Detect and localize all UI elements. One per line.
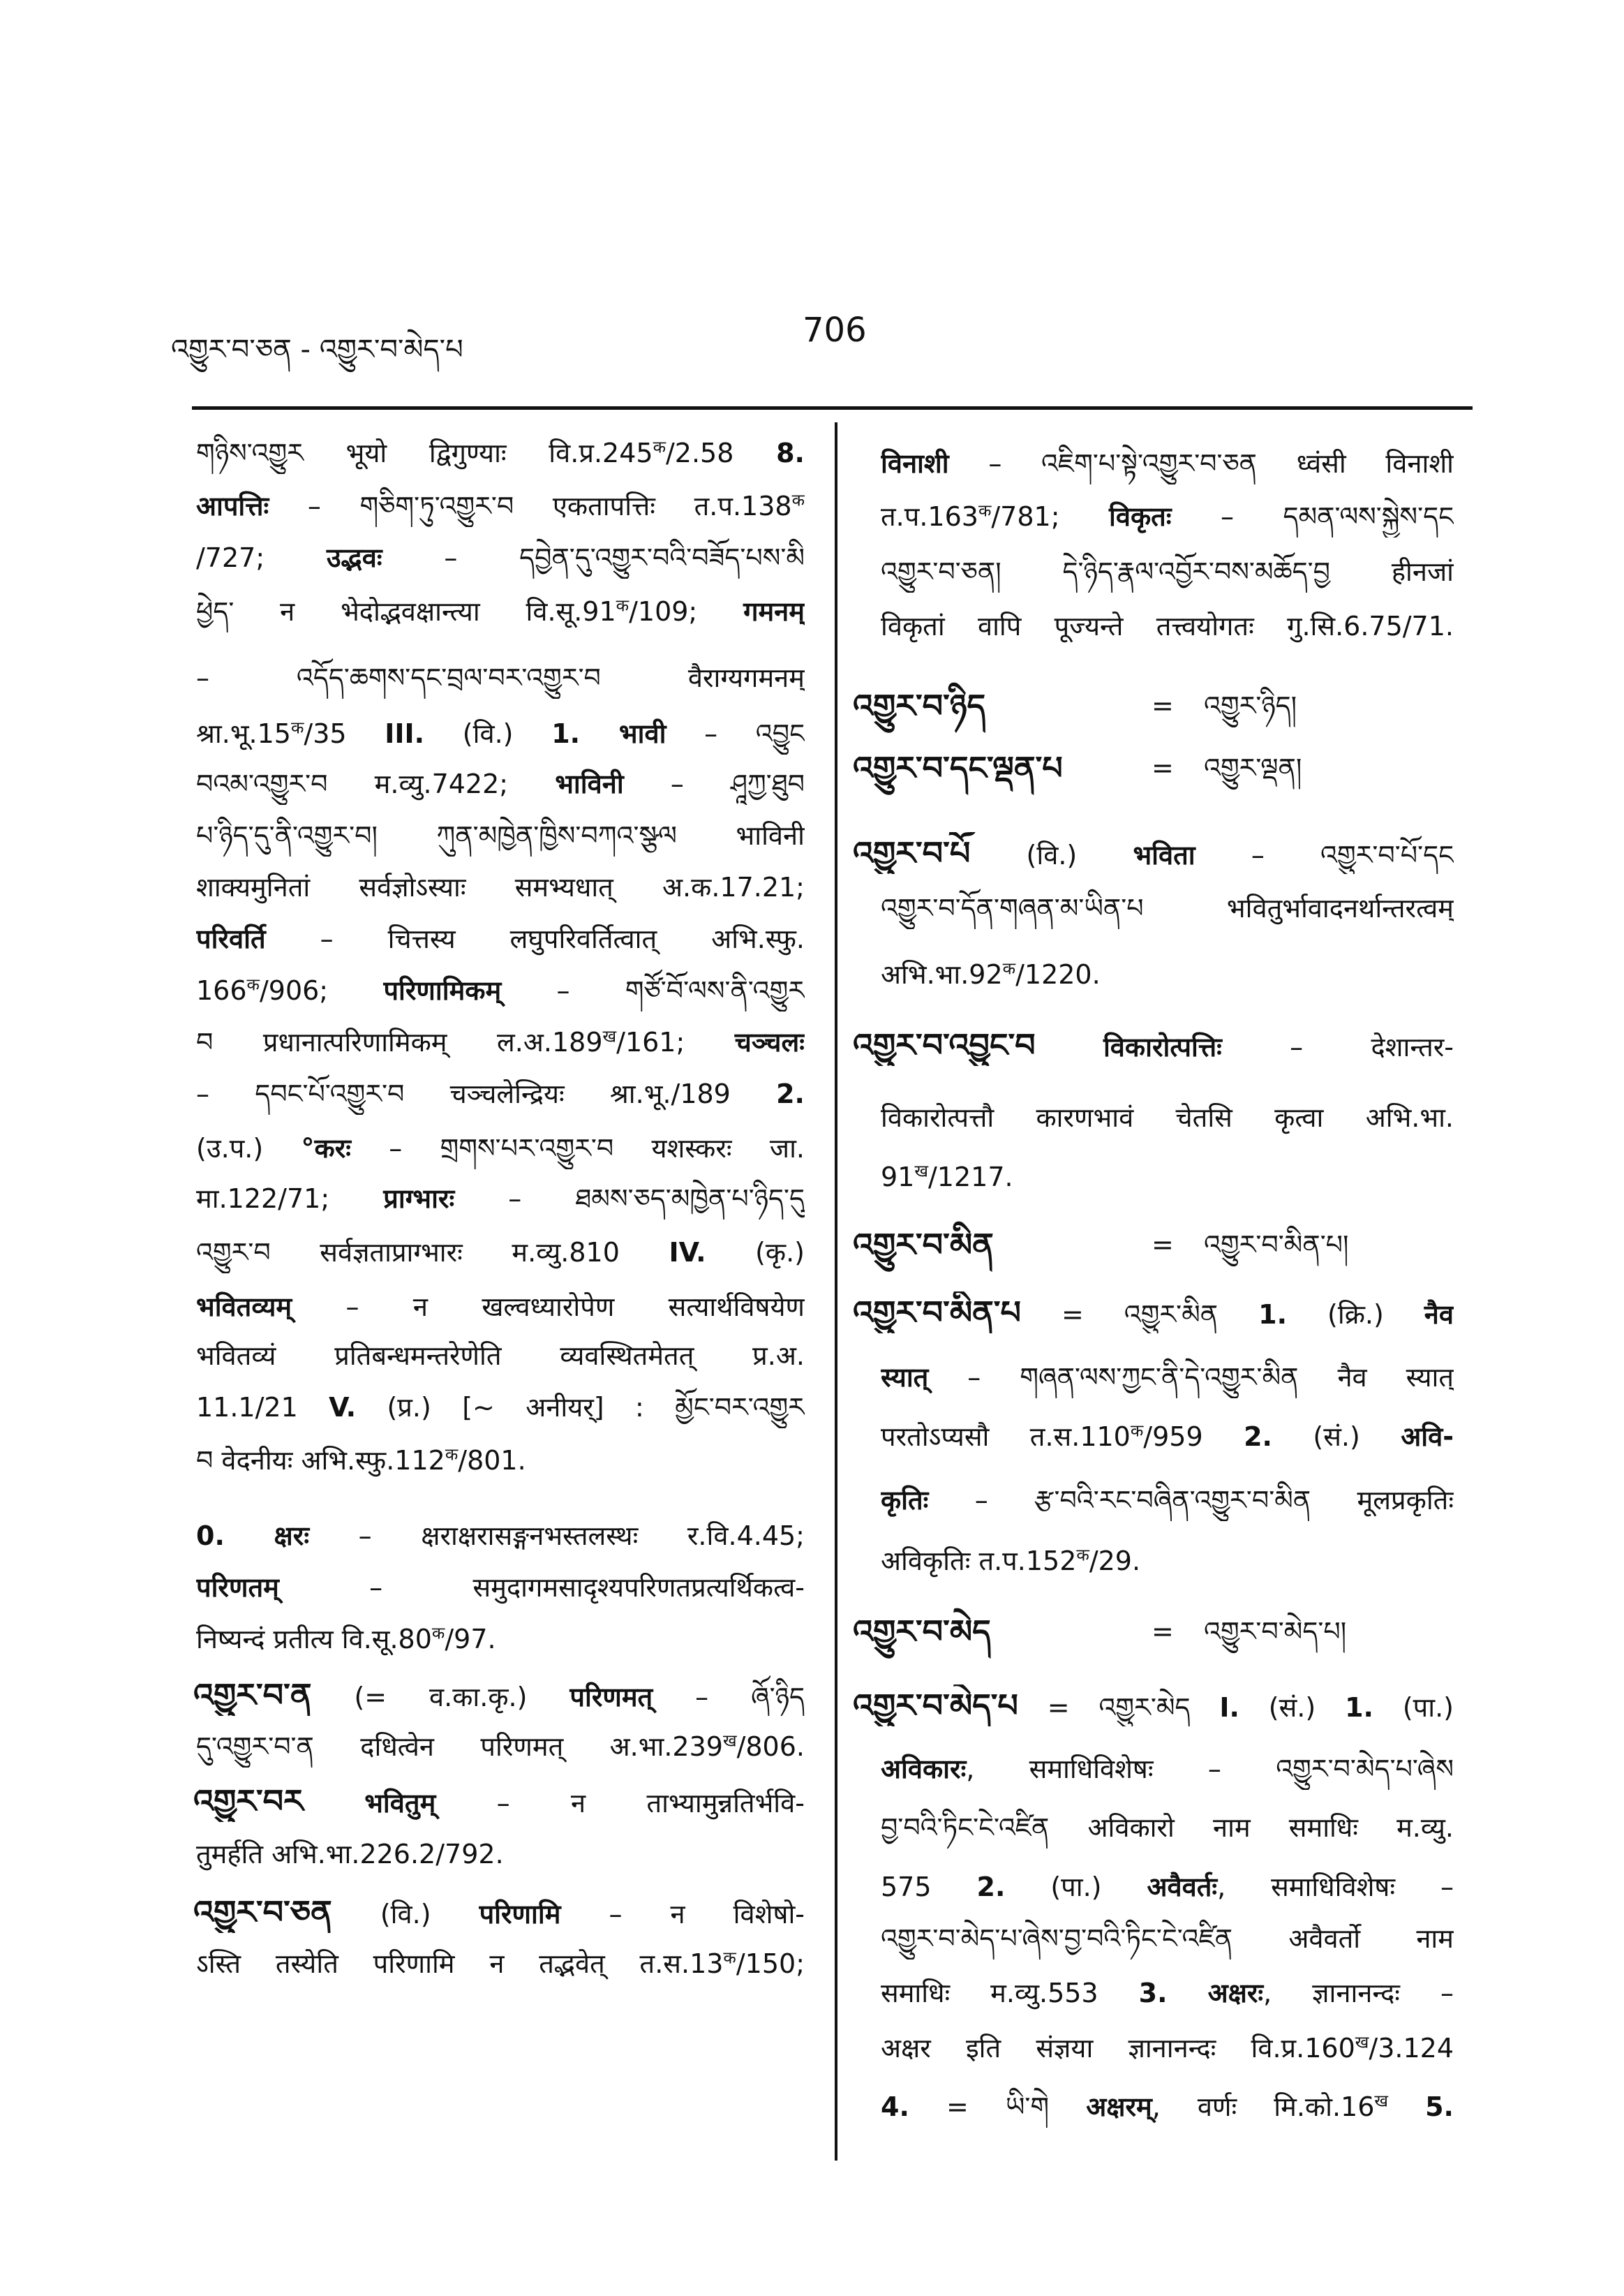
term: विकृतः xyxy=(1109,501,1172,532)
text: निष्यन्दं प्रतीत्य वि.सू.80 xyxy=(196,1624,432,1654)
text: अभि.भा.92 xyxy=(881,959,1003,990)
text: शाक्यमुनितां सर्वज्ञोऽस्याः समभ्यधात् अ.क.17.21; xyxy=(196,872,805,903)
folio-side: क xyxy=(791,490,805,510)
cross-reference: འགྱུར་བ་མེད་པ། xyxy=(1204,1616,1347,1647)
text-line xyxy=(881,1097,1454,1139)
text: (पा.) xyxy=(1005,1872,1147,1902)
term: उद्भवः xyxy=(326,542,382,573)
text: – न खल्वध्यारोपेण सत्यार्थविषयेण xyxy=(292,1291,805,1322)
text-line xyxy=(881,1972,1454,2014)
text: = འགྱུར་མིན xyxy=(1020,1299,1259,1330)
term: परिणामिकम् xyxy=(383,975,502,1006)
text: = ཡི་གེ xyxy=(909,2091,1087,2122)
text-line xyxy=(196,866,805,908)
text: (वि.) xyxy=(970,840,1133,871)
headword: འགྱུར་བ་ཅན xyxy=(193,1893,332,1931)
folio-side: क xyxy=(290,718,304,738)
entry-headword-line xyxy=(853,747,1454,789)
text: ཕྱེད་ न भेदोद्भवक्षान्त्या वि.सू.91 xyxy=(196,596,616,627)
text: དུ་འགྱུར་བ་ན दधित्वेन परिणमत् अ.भा.239 xyxy=(196,1731,723,1762)
entry-headword-line xyxy=(853,1224,1454,1266)
text: भवितव्यं प्रतिबन्धमन्तरेणेति व्यवस्थितमेतत् प्र.अ. xyxy=(196,1340,805,1371)
headword: འགྱུར་བ་པོ xyxy=(853,834,971,872)
text: /35 xyxy=(304,718,385,749)
text: मा.122/71; xyxy=(196,1183,384,1214)
text-line xyxy=(196,970,805,1012)
text: तुमर्हति अभि.भा.226.2/792. xyxy=(196,1839,504,1869)
text: – ཤཱཀྱ་ཐུབ xyxy=(623,769,805,799)
text-line xyxy=(196,1618,805,1660)
text xyxy=(225,1520,274,1551)
text-line xyxy=(196,537,805,579)
text: (उ.प.) xyxy=(196,1133,301,1164)
entry-headword-line xyxy=(193,1891,805,1933)
text: समाधिः म.व्यु.553 xyxy=(881,1978,1139,2008)
text: བྱ་བའི་ཏིང་ངེ་འཛིན अविकारो नाम समाधिः म.व्यु. xyxy=(881,1812,1454,1843)
text-line xyxy=(881,2027,1454,2069)
text: – न विशेषो- xyxy=(560,1899,805,1930)
text: (पा.) xyxy=(1373,1692,1454,1723)
text: – དབང་པོ་འགྱུར་བ चञ्चलेन्द्रियः श्रा.भू./189 xyxy=(196,1079,777,1109)
text: – ཞོ་ཉིད xyxy=(653,1682,805,1712)
text-line xyxy=(881,1918,1454,1960)
text: པ་ཉིད་དུ་ནི་འགྱུར་བ། ཀུན་མཁྱེན་ཁྱིས་བཀའ་སྩལ भाविनी xyxy=(196,820,805,851)
text: /959 xyxy=(1143,1421,1244,1452)
cross-reference: འགྱུར་ཉིད། xyxy=(1204,690,1297,721)
text: – समुदागमसादृश्यपरिणतप्रत्यर्थिकत्व- xyxy=(278,1572,805,1603)
folio-side: क xyxy=(616,595,630,616)
folio-side: क xyxy=(431,1623,445,1643)
text: , समाधिविशेषः – འགྱུར་བ་མེད་པ་ཞེས xyxy=(966,1754,1454,1784)
text: = འགྱུར་མེད xyxy=(1018,1692,1220,1723)
term: आपत्तिः xyxy=(196,491,269,521)
text-line xyxy=(196,1439,805,1481)
term: IV. xyxy=(669,1237,706,1268)
cross-reference: འགྱུར་བ་མིན་པ། xyxy=(1204,1229,1349,1260)
text: – གཙོ་བོ་ལས་ནི་འགྱུར xyxy=(501,975,805,1006)
term: अक्षरम् xyxy=(1086,2091,1152,2122)
text: འགྱུར་བ सर्वज्ञताप्राग्भारः म.व्यु.810 xyxy=(196,1237,669,1268)
text: , समाधिविशेषः – xyxy=(1217,1872,1454,1902)
term: 2. xyxy=(1244,1421,1272,1452)
text-line xyxy=(196,815,805,857)
text: – क्षराक्षरासङ्गनभस्तलस्थः र.वि.4.45; xyxy=(309,1520,805,1551)
text: /3.124 xyxy=(1369,2033,1454,2064)
term: क्षरः xyxy=(274,1520,309,1551)
text: विकारोत्पत्तौ कारणभावं चेतसि कृत्वा अभि.भा. xyxy=(881,1102,1454,1133)
entry-headword-line xyxy=(193,1780,805,1822)
term: 1. भावी xyxy=(551,718,666,749)
folio-side: ख xyxy=(914,1161,928,1181)
term: 1. xyxy=(1345,1692,1373,1723)
page-number: 706 xyxy=(803,311,867,350)
headword: འགྱུར་བ་མེད་པ xyxy=(853,1687,1018,1724)
folio-side: क xyxy=(723,1948,736,1968)
running-title: འགྱུར་བ་ཅན - འགྱུར་བ་མེད་པ xyxy=(171,334,463,366)
text: – ཐམས་ཅད་མཁྱེན་པ་ཉིད་དུ xyxy=(454,1183,805,1214)
text: (वि.) xyxy=(331,1899,479,1930)
term: विनाशी xyxy=(881,448,949,479)
text: /801. xyxy=(458,1445,526,1476)
text: – न ताभ्यामुन्नतिर्भवि- xyxy=(435,1788,805,1819)
text: /806. xyxy=(736,1731,805,1762)
term: 2. xyxy=(976,1872,1006,1902)
text: अविकृतिः त.प.152 xyxy=(881,1546,1077,1576)
folio-side: ख xyxy=(1374,2091,1389,2111)
text-line xyxy=(881,1356,1454,1398)
cross-reference: འགྱུར་ལྡན། xyxy=(1204,753,1302,783)
term: परिणतम् xyxy=(196,1572,279,1603)
text: – དབྱེན་དུ་འགྱུར་བའི་བཟོད་པས་མི xyxy=(382,542,805,573)
text-line xyxy=(196,432,805,474)
folio-side: क xyxy=(1130,1421,1144,1441)
folio-side: क xyxy=(653,437,666,457)
text xyxy=(1168,1978,1208,2008)
entry-headword-line xyxy=(853,832,1454,874)
text-line xyxy=(196,763,805,805)
text: , ज्ञानानन्दः – xyxy=(1263,1978,1454,2008)
term: I. xyxy=(1219,1692,1239,1723)
text-line xyxy=(881,887,1454,929)
term: प्राग्भारः xyxy=(383,1183,455,1214)
text: – चित्तस्य लघुपरिवर्तित्वात् अभि.स्फु. xyxy=(265,924,805,954)
folio-side: क xyxy=(445,1444,459,1465)
term: 8. xyxy=(776,438,805,468)
text: ऽस्ति तस्येति परिणामि न तद्भवेत् त.स.13 xyxy=(196,1948,724,1979)
text: བ प्रधानात्परिणामिकम् ल.अ.189 xyxy=(196,1027,603,1058)
text: 91 xyxy=(881,1162,915,1192)
text: 166 xyxy=(196,975,247,1006)
term: III. xyxy=(385,718,425,749)
term: 0. xyxy=(196,1520,225,1551)
text: འགྱུར་བ་ཅན། དེ་ཉིད་རྣལ་འབྱོར་བས་མཆོད་བྱ हीनजां xyxy=(881,556,1454,587)
folio-side: ख xyxy=(722,1731,737,1751)
text: /161; xyxy=(616,1027,735,1058)
entry-headword-line xyxy=(193,1674,805,1716)
text: /2.58 xyxy=(666,438,777,468)
text-line xyxy=(196,1231,805,1273)
entry-headword-line xyxy=(853,1684,1454,1726)
text: भूयो द्विगुण्याः वि.प्र.245 xyxy=(345,438,653,468)
term: भवितुम् xyxy=(364,1788,436,1819)
text-line xyxy=(196,1335,805,1377)
text: विकृतां वापि पूज्यन्ते तत्त्वयोगतः गु.सि.6.75/71. xyxy=(881,611,1454,642)
term: गमनम् xyxy=(743,596,805,627)
term: भविता xyxy=(1133,840,1195,871)
entry-headword-line xyxy=(853,1291,1454,1333)
text: त.प.163 xyxy=(881,501,978,532)
text: – འདོད་ཆགས་དང་བྲལ་བར་འགྱུར་བ वैराग्यगमनम् xyxy=(196,662,805,693)
term: V. xyxy=(329,1392,357,1423)
term: नैव xyxy=(1424,1299,1454,1330)
text xyxy=(1388,2091,1425,2122)
text: – འཇིག་པ་སྟེ་འགྱུར་བ་ཅན ध्वंसी विनाशी xyxy=(948,448,1454,479)
headword: འགྱུར་བར xyxy=(193,1782,304,1820)
term: °करः xyxy=(301,1133,351,1164)
entry-headword-line xyxy=(853,1024,1454,1066)
term: परिवर्ति xyxy=(196,924,266,954)
term: विकारोत्पत्तिः xyxy=(1103,1032,1222,1062)
text-line xyxy=(196,1073,805,1115)
text-line xyxy=(196,1726,805,1768)
term: 5. xyxy=(1425,2091,1454,2122)
folio-side: क xyxy=(246,975,260,995)
text: परतोऽप्यसौ त.स.110 xyxy=(881,1421,1131,1452)
text-line xyxy=(196,918,805,960)
text: – དམན་ལས་སྐྱེས་དང xyxy=(1171,501,1454,532)
text-line xyxy=(196,657,805,699)
headword: འགྱུར་བ་མིན་པ xyxy=(853,1294,1021,1331)
text: (कृ.) xyxy=(706,1237,805,1268)
text-line xyxy=(196,713,805,755)
headword: འགྱུར་བ་ཉིད xyxy=(853,687,986,725)
text: /727; xyxy=(196,542,327,573)
text: /150; xyxy=(736,1948,805,1979)
text-line xyxy=(881,1748,1454,1790)
folio-side: क xyxy=(1076,1545,1089,1565)
header-rule xyxy=(192,406,1473,410)
text: (सं.) xyxy=(1239,1692,1346,1723)
column-divider xyxy=(835,422,837,2161)
text: – འབྱུང xyxy=(666,718,805,749)
text: अक्षर इति संज्ञया ज्ञानानन्दः वि.प्र.160 xyxy=(881,2033,1355,2064)
text: , वर्णः मि.को.16 xyxy=(1152,2091,1375,2122)
term: अवैवर्तः xyxy=(1147,1872,1218,1902)
text-line xyxy=(881,1156,1454,1198)
text xyxy=(1036,1032,1103,1062)
text: /97. xyxy=(445,1624,496,1654)
text-line xyxy=(196,591,805,632)
text-line xyxy=(196,1178,805,1220)
text-line xyxy=(196,1021,805,1063)
folio-side: ख xyxy=(1355,2032,1369,2052)
term: 1. xyxy=(1258,1299,1288,1330)
term: 2. xyxy=(776,1079,805,1109)
equals-sign: = xyxy=(1152,690,1174,721)
text: – གཅིག་ཏུ་འགྱུར་བ एकतापत्तिः त.प.138 xyxy=(269,491,792,521)
term: 4. xyxy=(881,2091,909,2122)
text: /109; xyxy=(629,596,744,627)
folio-side: ख xyxy=(602,1026,617,1046)
term: भवितव्यम् xyxy=(196,1291,292,1322)
text-line xyxy=(196,485,805,527)
headword: འགྱུར་བ་འབྱུང་བ xyxy=(853,1026,1036,1064)
term: परिणामि xyxy=(479,1899,561,1930)
term: अक्षरः xyxy=(1207,1978,1264,2008)
text: གཉིས་འགྱུར xyxy=(196,438,346,468)
text: – གཞན་ལས་ཀྱང་ནི་དེ་འགྱུར་མིན नैव स्यात् xyxy=(928,1362,1454,1393)
term: 3. xyxy=(1138,1978,1168,2008)
term: अवि- xyxy=(1401,1421,1454,1452)
text: (सं.) xyxy=(1272,1421,1401,1452)
folio-side: क xyxy=(978,501,992,521)
text: /29. xyxy=(1089,1546,1141,1576)
text: – གྲགས་པར་འགྱུར་བ यशस्करः जा. xyxy=(350,1133,805,1164)
text-line xyxy=(881,1479,1454,1521)
text-line xyxy=(881,954,1454,995)
term: कृतिः xyxy=(881,1485,929,1516)
equals-sign: = xyxy=(1152,1616,1174,1647)
text-line xyxy=(881,605,1454,647)
text-line xyxy=(196,1567,805,1608)
equals-sign: = xyxy=(1152,753,1174,783)
entry-headword-line xyxy=(853,685,1454,727)
text-line xyxy=(881,1416,1454,1458)
text: – རྩ་བའི་རང་བཞིན་འགྱུར་བ་མིན मूलप्रकृतिः xyxy=(928,1485,1454,1516)
folio-side: क xyxy=(1002,958,1016,979)
term: परिणमत् xyxy=(569,1682,653,1712)
text: (प्र.) [~ अनीयर्] : མྱོང་བར་འགྱུར xyxy=(356,1392,805,1423)
text-line xyxy=(196,1127,805,1169)
term: अविकारः xyxy=(881,1754,967,1784)
term: चञ्चलः xyxy=(734,1027,805,1058)
term: स्यात् xyxy=(881,1362,929,1393)
text-line xyxy=(196,1833,805,1875)
text: 11.1/21 xyxy=(196,1392,329,1423)
text: (= व.का.कृ.) xyxy=(311,1682,570,1712)
headword: འགྱུར་བ་དང་ལྡན་པ xyxy=(853,749,1063,787)
text: བ वेदनीयः अभि.स्फु.112 xyxy=(196,1445,445,1476)
text-line xyxy=(196,1943,805,1985)
text: /906; xyxy=(259,975,384,1006)
term: भाविनी xyxy=(555,769,624,799)
headword: འགྱུར་བ་ན xyxy=(193,1676,312,1714)
text: /1220. xyxy=(1015,959,1101,990)
text-line xyxy=(881,1807,1454,1849)
text-line xyxy=(881,1540,1454,1582)
text-line xyxy=(196,1286,805,1328)
text: श्रा.भू.15 xyxy=(196,718,291,749)
entry-headword-line xyxy=(853,1610,1454,1652)
text-line xyxy=(881,443,1454,484)
text: འགྱུར་བ་དོན་གཞན་མ་ཡིན་པ भवितुर्भावादनर्थान्तरत्वम् xyxy=(881,893,1454,924)
text: 575 xyxy=(881,1872,977,1902)
text xyxy=(304,1788,364,1819)
text: /781; xyxy=(991,501,1109,532)
text: འགྱུར་བ་མེད་པ་ཞེས་བྱ་བའི་ཏིང་ངེ་འཛིན अवैवर्तो नाम xyxy=(881,1923,1454,1954)
text: – འགྱུར་བ་པོ་དང xyxy=(1195,840,1454,871)
text-line xyxy=(881,2086,1454,2128)
text: /1217. xyxy=(928,1162,1013,1192)
text: (वि.) xyxy=(424,718,552,749)
text-line xyxy=(881,1866,1454,1908)
text-line xyxy=(881,551,1454,593)
text-line xyxy=(881,496,1454,538)
text-line xyxy=(196,1515,805,1557)
equals-sign: = xyxy=(1152,1229,1174,1260)
text: (क्रि.) xyxy=(1287,1299,1424,1330)
text-line xyxy=(196,1386,805,1428)
headword: འགྱུར་བ་མེད xyxy=(853,1613,991,1650)
text: བའམ་འགྱུར་བ म.व्यु.7422; xyxy=(196,769,556,799)
headword: འགྱུར་བ་མིན xyxy=(853,1226,994,1264)
text: – देशान्तर- xyxy=(1221,1032,1454,1062)
